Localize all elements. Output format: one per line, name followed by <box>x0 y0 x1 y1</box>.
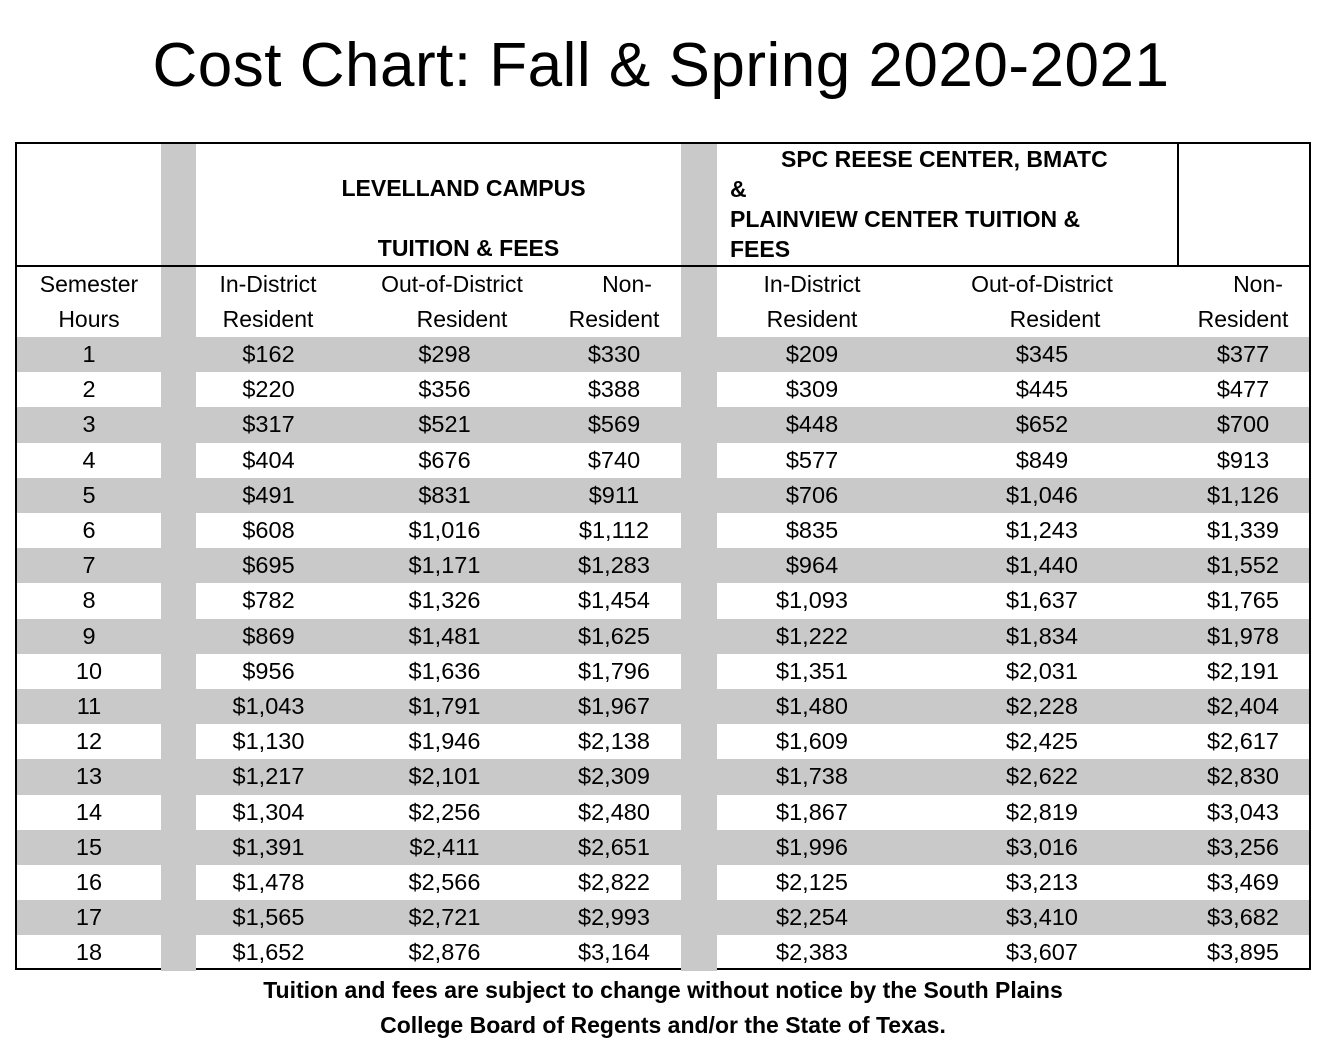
cost-cell: $2,404 <box>1207 693 1279 719</box>
cost-cell: $1,609 <box>776 728 848 755</box>
separator-cell <box>681 619 717 654</box>
table-row <box>17 372 1309 407</box>
table-row <box>17 830 1309 865</box>
cost-cell: $2,480 <box>578 798 650 825</box>
cost-cell: $2,876 <box>408 939 481 966</box>
cost-cell: $3,043 <box>1207 798 1279 825</box>
separator-cell <box>161 935 196 970</box>
footer-line1: Tuition and fees are subject to change without notice by the South Plains <box>263 977 1063 1003</box>
cost-cell: $2,125 <box>776 869 848 895</box>
table-row <box>17 583 1309 618</box>
table-row <box>17 689 1309 724</box>
semester-hours-cell: 5 <box>82 481 96 508</box>
cost-cell: $1,126 <box>1207 481 1279 508</box>
col-header-line1: In-District <box>763 271 861 297</box>
col-header-hours <box>17 267 161 337</box>
cost-cell: $345 <box>1015 341 1069 367</box>
separator-cell <box>681 548 717 583</box>
page-title: Cost Chart: Fall & Spring 2020-2021 <box>152 31 1170 100</box>
separator-cell <box>681 478 717 513</box>
separator-cell <box>681 935 717 970</box>
cost-cell: $1,834 <box>1006 622 1078 649</box>
separator-cell <box>161 759 196 794</box>
reese-header-line1: SPC REESE CENTER, BMATC <box>781 146 1108 172</box>
cost-cell: $1,217 <box>232 763 305 790</box>
semester-hours-cell: 10 <box>75 657 103 684</box>
semester-hours-cell: 15 <box>75 833 103 860</box>
cost-cell: $2,101 <box>408 763 481 790</box>
cost-cell: $835 <box>785 517 839 543</box>
cost-cell: $3,895 <box>1207 939 1279 966</box>
table-row <box>17 865 1309 900</box>
cost-cell: $849 <box>1015 446 1069 473</box>
semester-hours-cell: 6 <box>82 517 96 543</box>
separator-cell <box>161 513 196 548</box>
separator-cell <box>681 865 717 900</box>
cost-cell: $2,819 <box>1006 798 1078 825</box>
cost-cell: $1,043 <box>232 693 305 719</box>
col-header-line2: Resident <box>222 306 314 332</box>
separator-cell <box>681 654 717 689</box>
cost-cell: $577 <box>785 446 839 473</box>
cost-cell: $1,171 <box>408 552 481 579</box>
cost-cell: $1,283 <box>578 552 650 579</box>
cost-cell: $1,946 <box>408 728 481 755</box>
semester-hours-cell: 11 <box>76 693 102 719</box>
cost-cell: $2,566 <box>408 869 481 895</box>
col-header-levelland-out-of-district <box>352 267 552 337</box>
separator-column-right-sub <box>681 267 717 337</box>
cost-cell: $330 <box>587 341 641 367</box>
separator-cell <box>681 759 717 794</box>
cost-cell: $1,243 <box>1006 517 1078 543</box>
cost-cell: $1,996 <box>776 833 848 860</box>
separator-cell <box>161 478 196 513</box>
cost-cell: $1,440 <box>1006 552 1078 579</box>
cost-cell: $706 <box>785 481 839 508</box>
cost-cell: $652 <box>1015 411 1069 438</box>
cost-cell: $3,469 <box>1207 869 1279 895</box>
cost-cell: $3,256 <box>1207 833 1279 860</box>
cost-cell: $913 <box>1216 446 1270 473</box>
cost-cell: $1,791 <box>408 693 481 719</box>
separator-cell <box>161 654 196 689</box>
semester-hours-cell: 16 <box>75 869 103 895</box>
cost-cell: $377 <box>1216 341 1270 367</box>
separator-cell <box>161 407 196 442</box>
cost-cell: $3,164 <box>578 939 650 966</box>
cost-cell: $1,093 <box>776 587 848 614</box>
cost-cell: $1,652 <box>232 939 305 966</box>
semester-hours-cell: 2 <box>82 376 96 403</box>
semester-hours-cell: 4 <box>82 446 96 473</box>
cost-cell: $404 <box>242 446 295 473</box>
cost-cell: $1,480 <box>776 693 848 719</box>
table-row <box>17 478 1309 513</box>
cost-cell: $2,617 <box>1207 728 1279 755</box>
separator-column-left <box>161 144 196 266</box>
col-header-line2: Resident <box>1197 306 1289 332</box>
cost-cell: $2,309 <box>578 763 650 790</box>
table-row <box>17 654 1309 689</box>
semester-hours-cell: 17 <box>75 904 103 931</box>
separator-cell <box>681 830 717 865</box>
cost-cell: $3,607 <box>1006 939 1078 966</box>
cost-cell: $1,222 <box>776 622 848 649</box>
separator-cell <box>161 830 196 865</box>
cost-cell: $608 <box>242 517 295 543</box>
col-header-hours-line2: Hours <box>58 306 120 332</box>
cost-cell: $448 <box>785 411 839 438</box>
cost-cell: $869 <box>242 622 295 649</box>
table-row <box>17 935 1309 970</box>
cost-cell: $3,682 <box>1207 904 1279 931</box>
separator-cell <box>681 689 717 724</box>
cost-cell: $2,830 <box>1207 763 1279 790</box>
separator-cell <box>681 583 717 618</box>
separator-cell <box>681 513 717 548</box>
cost-cell: $2,383 <box>776 939 848 966</box>
cost-cell: $1,978 <box>1207 622 1279 649</box>
separator-cell <box>161 865 196 900</box>
cost-cell: $2,031 <box>1006 657 1078 684</box>
cost-cell: $2,191 <box>1207 657 1279 684</box>
cost-cell: $3,016 <box>1006 833 1078 860</box>
semester-hours-cell: 1 <box>82 341 96 367</box>
col-header-levelland-non-resident <box>547 267 681 337</box>
cost-cell: $1,565 <box>232 904 305 931</box>
cost-cell: $1,765 <box>1207 587 1279 614</box>
col-header-reese-out-of-district <box>942 267 1142 337</box>
separator-cell <box>681 900 717 935</box>
semester-hours-cell: 7 <box>82 552 96 579</box>
cost-cell: $2,228 <box>1006 693 1078 719</box>
cost-cell: $911 <box>588 481 640 508</box>
table-row <box>17 619 1309 654</box>
cost-cell: $2,993 <box>578 904 650 931</box>
cost-cell: $2,822 <box>578 869 650 895</box>
col-header-line2: Resident <box>416 306 508 332</box>
col-header-reese-in-district <box>737 267 887 337</box>
cost-cell: $1,481 <box>408 622 481 649</box>
table-row <box>17 548 1309 583</box>
table-row <box>17 443 1309 478</box>
separator-cell <box>161 619 196 654</box>
cost-cell: $2,411 <box>409 833 480 860</box>
table-row <box>17 407 1309 442</box>
cost-cell: $3,213 <box>1006 869 1078 895</box>
cost-cell: $3,410 <box>1006 904 1078 931</box>
cost-cell: $1,738 <box>776 763 848 790</box>
cost-cell: $831 <box>418 481 471 508</box>
cost-cell: $491 <box>242 481 295 508</box>
cost-cell: $740 <box>587 446 641 473</box>
col-header-line1: In-District <box>219 271 317 297</box>
cost-cell: $317 <box>242 411 295 438</box>
col-header-line1: Non- <box>602 271 652 297</box>
footer-line2: College Board of Regents and/or the State of Texas. <box>380 1012 946 1038</box>
cost-cell: $676 <box>418 446 471 473</box>
col-header-line2: Resident <box>1009 306 1101 332</box>
table-row <box>17 759 1309 794</box>
cost-cell: $2,425 <box>1006 728 1078 755</box>
table-row <box>17 513 1309 548</box>
table-row <box>17 900 1309 935</box>
reese-header-line4: FEES <box>730 236 791 262</box>
col-header-line2: Resident <box>568 306 660 332</box>
separator-cell <box>161 583 196 618</box>
cost-cell: $782 <box>242 587 295 614</box>
cost-cell: $1,351 <box>776 657 848 684</box>
cost-cell: $1,391 <box>232 833 305 860</box>
table-row <box>17 795 1309 830</box>
separator-cell <box>681 337 717 372</box>
separator-cell <box>681 795 717 830</box>
semester-hours-cell: 12 <box>75 728 103 755</box>
cost-cell: $521 <box>418 411 471 438</box>
table-row <box>17 724 1309 759</box>
cost-cell: $695 <box>242 552 295 579</box>
cost-cell: $1,796 <box>578 657 650 684</box>
cost-cell: $220 <box>242 376 295 403</box>
cost-cell: $388 <box>587 376 641 403</box>
semester-hours-cell: 18 <box>75 939 103 966</box>
cost-cell: $1,016 <box>408 517 481 543</box>
levelland-header <box>196 144 681 266</box>
cost-cell: $1,552 <box>1207 552 1279 579</box>
separator-cell <box>161 724 196 759</box>
separator-cell <box>681 372 717 407</box>
col-header-reese-non-resident <box>1177 267 1309 337</box>
cost-cell: $1,867 <box>776 798 848 825</box>
cost-cell: $1,304 <box>232 798 305 825</box>
cost-cell: $309 <box>785 376 839 403</box>
cost-cell: $2,256 <box>408 798 481 825</box>
cost-cell: $2,651 <box>578 833 650 860</box>
cost-cell: $2,622 <box>1006 763 1078 790</box>
semester-hours-cell: 13 <box>75 763 103 790</box>
separator-cell <box>161 795 196 830</box>
cost-cell: $964 <box>785 552 839 579</box>
semester-hours-cell: 9 <box>82 622 96 649</box>
cost-cell: $1,339 <box>1207 517 1279 543</box>
cost-table <box>15 142 1311 970</box>
cost-cell: $1,625 <box>578 622 650 649</box>
reese-header-line3: PLAINVIEW CENTER TUITION & <box>730 206 1081 232</box>
semester-hours-cell: 3 <box>82 411 96 438</box>
col-header-line1: Non- <box>1233 271 1283 297</box>
cost-cell: $1,130 <box>232 728 305 755</box>
cost-cell: $445 <box>1015 376 1069 403</box>
cost-cell: $1,046 <box>1006 481 1078 508</box>
levelland-header-line2: TUITION & FEES <box>377 235 560 261</box>
cost-cell: $2,138 <box>578 728 650 755</box>
col-header-line2: Resident <box>766 306 858 332</box>
col-header-line1: Out-of-District <box>971 271 1113 297</box>
semester-hours-cell: 8 <box>82 587 96 614</box>
separator-cell <box>681 443 717 478</box>
cost-cell: $477 <box>1216 376 1270 403</box>
cost-cell: $956 <box>242 657 295 684</box>
cost-cell: $1,326 <box>408 587 481 614</box>
table-body <box>17 337 1309 970</box>
separator-cell <box>681 407 717 442</box>
cost-cell: $356 <box>418 376 471 403</box>
levelland-header-line1: LEVELLAND CAMPUS <box>341 175 586 201</box>
cost-cell: $209 <box>785 341 839 367</box>
separator-cell <box>161 689 196 724</box>
separator-cell <box>161 900 196 935</box>
cost-cell: $2,721 <box>408 904 481 931</box>
separator-cell <box>161 337 196 372</box>
separator-cell <box>161 372 196 407</box>
reese-header <box>717 144 1178 266</box>
cost-cell: $1,454 <box>578 587 650 614</box>
col-header-hours-line1: Semester <box>39 271 139 297</box>
separator-column-left-sub <box>161 267 196 337</box>
cost-cell: $2,254 <box>776 904 848 931</box>
cost-cell: $569 <box>587 411 641 438</box>
header-empty-box <box>1177 144 1309 266</box>
cost-cell: $700 <box>1216 411 1270 438</box>
table-row <box>17 337 1309 372</box>
cost-cell: $298 <box>418 341 471 367</box>
cost-cell: $1,637 <box>1006 587 1078 614</box>
cost-cell: $1,478 <box>232 869 305 895</box>
separator-cell <box>161 548 196 583</box>
separator-cell <box>161 443 196 478</box>
separator-cell <box>681 724 717 759</box>
cost-cell: $162 <box>242 341 295 367</box>
separator-column-right <box>681 144 717 266</box>
cost-cell: $1,636 <box>408 657 481 684</box>
cost-cell: $1,112 <box>578 517 650 543</box>
col-header-levelland-in-district <box>195 267 341 337</box>
col-header-line1: Out-of-District <box>381 271 523 297</box>
semester-hours-cell: 14 <box>75 798 103 825</box>
reese-header-line2: & <box>730 176 747 202</box>
cost-cell: $1,967 <box>578 693 650 719</box>
